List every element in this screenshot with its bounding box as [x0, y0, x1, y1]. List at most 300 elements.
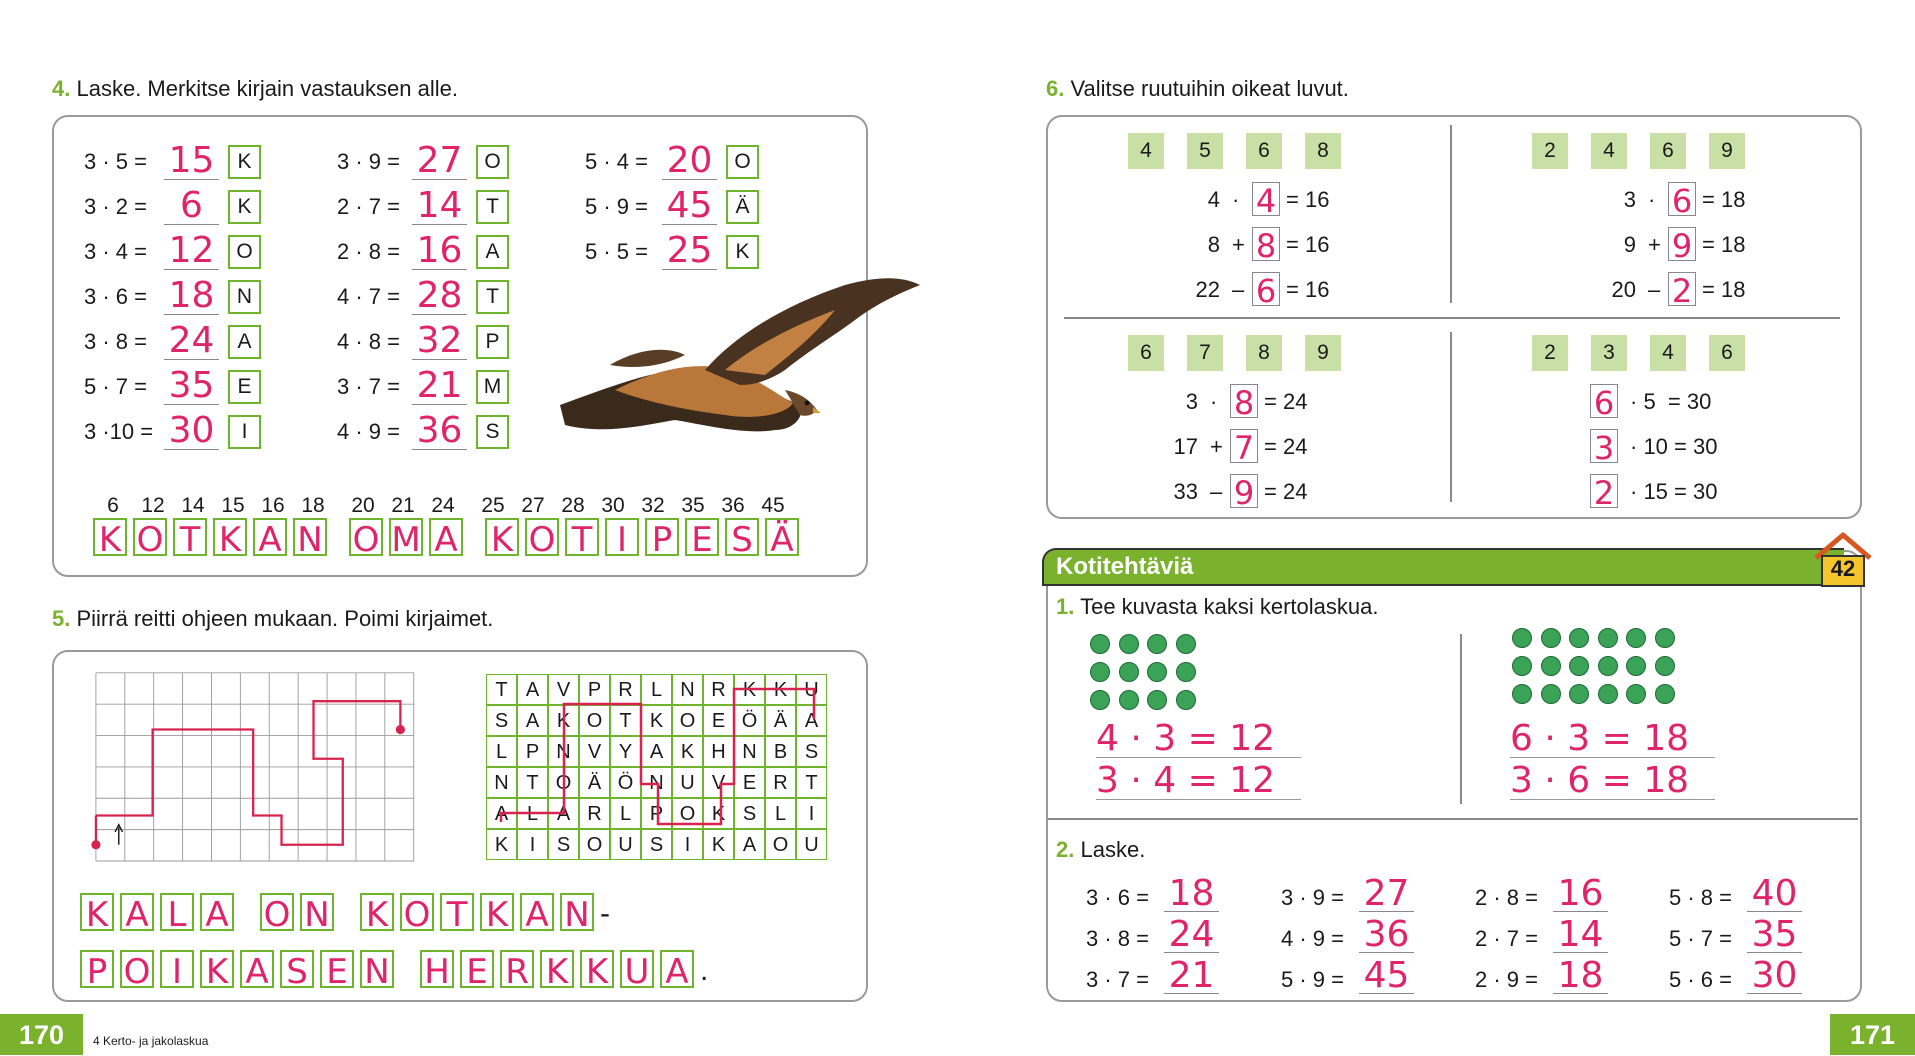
grid-letter: I [796, 798, 827, 829]
dot [1569, 628, 1589, 648]
answer[interactable]: 36 [412, 411, 467, 450]
answer-letter-box[interactable]: A [200, 893, 234, 931]
answer[interactable]: 45 [662, 186, 717, 225]
number: 30 [601, 494, 625, 517]
dot [1512, 628, 1532, 648]
grid-letter: A [734, 829, 765, 860]
letter-grid-route [486, 674, 831, 864]
answer-letter-box[interactable]: A [120, 893, 154, 931]
grid-letter: K [672, 736, 703, 767]
grid-letter: E [703, 705, 734, 736]
answer[interactable]: 35 [164, 366, 219, 405]
answer-letter-box[interactable]: N [300, 893, 334, 931]
grid-letter: K [548, 705, 579, 736]
answer-box[interactable]: 6 [1252, 272, 1280, 306]
answer-letter-box[interactable]: R [500, 950, 534, 988]
operand: 3 [1185, 389, 1198, 414]
answer[interactable]: 18 [1553, 957, 1608, 994]
page-number-left: 170 [0, 1014, 83, 1055]
answer-letter-box[interactable]: Ä [765, 518, 799, 556]
dot [1655, 628, 1675, 648]
answer-letter-box[interactable]: K [200, 950, 234, 988]
answer-letter-box[interactable]: A [520, 893, 554, 931]
grid-letter: V [548, 674, 579, 705]
answer[interactable]: 45 [1359, 957, 1414, 994]
operator: + [1648, 232, 1661, 257]
dot [1119, 634, 1139, 654]
answer[interactable]: 24 [164, 321, 219, 360]
answer-box[interactable]: 2 [1590, 474, 1618, 508]
answer[interactable]: 18 [164, 276, 219, 315]
grid-letter: L [610, 798, 641, 829]
number: 25 [481, 494, 505, 517]
operator: · [1648, 187, 1656, 212]
task5-number: 5. [52, 606, 71, 631]
task4-number-row [93, 494, 793, 518]
equation: 3 · 9 = [337, 149, 400, 174]
dot [1119, 662, 1139, 682]
number-chip: 6 [1246, 133, 1282, 169]
dot [1541, 656, 1561, 676]
line-suffix: - [600, 897, 610, 930]
grid-letter: N [548, 736, 579, 767]
task4-number: 4. [52, 76, 71, 101]
answer-letter-box[interactable]: K [360, 893, 394, 931]
grid-letter: V [579, 736, 610, 767]
dot [1541, 684, 1561, 704]
answer-letter-box[interactable]: A [253, 518, 287, 556]
grid-letter: V [703, 767, 734, 798]
dot [1569, 684, 1589, 704]
grid-letter: R [610, 674, 641, 705]
answer-box[interactable]: 8 [1230, 384, 1258, 418]
answer-line[interactable]: 6 · 3 = 18 [1510, 717, 1715, 758]
grid-letter: T [796, 767, 827, 798]
answer-box[interactable]: 3 [1590, 429, 1618, 463]
grid-letter: S [548, 829, 579, 860]
hw2-item [1475, 873, 1665, 914]
equation: 2 · 8 = [337, 239, 400, 264]
grid-letter: A [796, 705, 827, 736]
answer[interactable]: 21 [1164, 957, 1219, 994]
answer[interactable]: 36 [1359, 916, 1414, 953]
answer-letter-box[interactable]: S [280, 950, 314, 988]
number: 27 [521, 494, 545, 517]
letter-box: A [476, 235, 509, 269]
answer[interactable]: 6 [164, 186, 219, 225]
grid-letter: O [579, 705, 610, 736]
grid-letter: Y [610, 736, 641, 767]
answer[interactable]: 20 [662, 141, 717, 180]
hw2-item [1281, 914, 1471, 955]
dot [1626, 628, 1646, 648]
operand: 4 [1207, 187, 1220, 212]
number-chip: 2 [1532, 133, 1568, 169]
dot [1655, 656, 1675, 676]
task6-divider-v2 [1450, 332, 1452, 502]
answer-letter-box[interactable]: K [80, 893, 114, 931]
answer-box[interactable]: 6 [1668, 182, 1696, 216]
equation: 2 · 8 = [1475, 885, 1538, 910]
route-path [96, 701, 400, 845]
dot [1147, 634, 1167, 654]
answer[interactable]: 15 [164, 141, 219, 180]
dot [1512, 656, 1532, 676]
answer-letter-box[interactable]: E [685, 518, 719, 556]
grid-letter: O [548, 767, 579, 798]
number: 36 [721, 494, 745, 517]
equation: 4 · 8 = [337, 329, 400, 354]
route-grid [80, 671, 430, 863]
grid-letter: U [672, 767, 703, 798]
dot [1655, 684, 1675, 704]
hw2-item [1475, 955, 1665, 996]
chapter-label: 4 Kerto- ja jakolaskua [93, 1034, 209, 1048]
hw2-item [1475, 914, 1665, 955]
task6-divider-v1 [1450, 125, 1452, 303]
operator: · [1210, 389, 1218, 414]
equation: 5 · 4 = [585, 149, 648, 174]
answer[interactable]: 25 [662, 231, 717, 270]
answer-letter-box[interactable]: K [93, 518, 127, 556]
grid-letter: U [610, 829, 641, 860]
dot [1541, 628, 1561, 648]
answer-line[interactable]: 3 · 6 = 18 [1510, 759, 1715, 800]
answer-box[interactable]: 4 [1252, 182, 1280, 216]
letter-box: O [228, 235, 261, 269]
grid-letter: Ä [579, 767, 610, 798]
hw2-number: 2. [1056, 837, 1075, 862]
grid-letter: A [517, 705, 548, 736]
answer-letter-box[interactable]: S [725, 518, 759, 556]
answer[interactable]: 14 [1553, 916, 1608, 953]
grid-letter: R [703, 674, 734, 705]
answer[interactable]: 28 [412, 276, 467, 315]
answer-letter-box[interactable]: E [320, 950, 354, 988]
homework-badge: 42 [1830, 556, 1856, 581]
answer[interactable]: 30 [164, 411, 219, 450]
result: = 16 [1286, 187, 1330, 212]
grid-letter: O [672, 798, 703, 829]
operator: + [1210, 434, 1223, 459]
operand: 9 [1623, 232, 1636, 257]
operand: 8 [1207, 232, 1220, 257]
number-chip: 4 [1650, 335, 1686, 371]
task6-title: Valitse ruutuihin oikeat luvut. [1070, 76, 1349, 101]
answer-box[interactable]: 9 [1668, 227, 1696, 261]
operator: – [1232, 277, 1245, 302]
answer-letter-box[interactable]: K [213, 518, 247, 556]
answer[interactable]: 24 [1164, 916, 1219, 953]
grid-letter: E [734, 767, 765, 798]
homework-title: Kotitehtäviä [1056, 553, 1194, 580]
operator: – [1210, 479, 1223, 504]
answer-letter-box[interactable]: T [440, 893, 474, 931]
dot [1626, 684, 1646, 704]
word-gap [469, 518, 479, 556]
page-number-right: 171 [1830, 1014, 1915, 1055]
number: 35 [681, 494, 705, 517]
grid-letter: B [765, 736, 796, 767]
letter-box: A [228, 325, 261, 359]
equation: 5 · 6 = [1669, 967, 1732, 992]
answer[interactable]: 18 [1164, 875, 1219, 912]
letter-box: I [228, 415, 261, 449]
operand: 20 [1611, 277, 1636, 302]
grid-letter: H [703, 736, 734, 767]
answer-line [80, 893, 610, 935]
dot [1147, 690, 1167, 710]
grid-letter: A [641, 736, 672, 767]
number-chip: 9 [1305, 335, 1341, 371]
answer[interactable]: 30 [1747, 957, 1802, 994]
hw2-item [1669, 914, 1859, 955]
equation: 3 · 8 = [84, 329, 147, 354]
dot [1119, 690, 1139, 710]
answer[interactable]: 27 [412, 141, 467, 180]
equation: 2 · 7 = [1475, 926, 1538, 951]
grid-letter: R [765, 767, 796, 798]
answer-letter-box[interactable]: K [580, 950, 614, 988]
answer-letter-box[interactable]: T [565, 518, 599, 556]
answer-box[interactable]: 2 [1668, 272, 1696, 306]
operator: + [1232, 232, 1245, 257]
grid-letter: K [486, 829, 517, 860]
task4-row [585, 140, 885, 181]
number: 12 [141, 494, 165, 517]
word-gap [333, 518, 343, 556]
dot [1176, 634, 1196, 654]
task4-answer-row [93, 518, 805, 560]
task4-row [585, 185, 885, 226]
expression: · 15 = 30 [1630, 479, 1718, 504]
grid-letter: U [796, 674, 827, 705]
number-chip: 9 [1709, 133, 1745, 169]
result: = 16 [1286, 232, 1330, 257]
number: 28 [561, 494, 585, 517]
answer-letter-box[interactable]: N [560, 893, 594, 931]
grid-letter: L [486, 736, 517, 767]
number: 15 [221, 494, 245, 517]
answer-letter-box[interactable]: A [240, 950, 274, 988]
hw1-heading [1056, 594, 1378, 620]
letter-box: O [726, 145, 759, 179]
number: 20 [351, 494, 375, 517]
answer-letter-box[interactable]: O [260, 893, 294, 931]
grid-letter: I [672, 829, 703, 860]
grid-letter: I [517, 829, 548, 860]
dot [1176, 690, 1196, 710]
grid-letter: S [641, 829, 672, 860]
task5-title: Piirrä reitti ohjeen mukaan. Poimi kirjaimet. [76, 606, 494, 631]
answer-letter-box[interactable]: A [429, 518, 463, 556]
hw2-item [1086, 914, 1276, 955]
dot [1176, 662, 1196, 682]
dot [1090, 690, 1110, 710]
number: 45 [761, 494, 785, 517]
answer-letter-box[interactable]: H [420, 950, 454, 988]
result: = 18 [1702, 277, 1746, 302]
hw-divider-h [1048, 818, 1858, 820]
word-gap [340, 893, 354, 931]
number: 24 [431, 494, 455, 517]
dot [1598, 628, 1618, 648]
answer-letter-box[interactable]: N [293, 518, 327, 556]
hw2-item [1669, 873, 1859, 914]
task4-heading [52, 76, 458, 102]
number-chip: 4 [1128, 133, 1164, 169]
letter-box: O [476, 145, 509, 179]
answer[interactable]: 14 [412, 186, 467, 225]
answer[interactable]: 32 [412, 321, 467, 360]
equation: 3 · 6 = [1086, 885, 1149, 910]
answer-letter-box[interactable]: K [540, 950, 574, 988]
result: = 24 [1264, 479, 1308, 504]
answer-letter-box[interactable]: M [389, 518, 423, 556]
grid-letter: P [641, 798, 672, 829]
grid-letter: L [517, 798, 548, 829]
answer-letter-box[interactable]: O [400, 893, 434, 931]
hw2-item [1281, 873, 1471, 914]
equation: 5 · 9 = [1281, 967, 1344, 992]
answer-line[interactable]: 4 · 3 = 12 [1096, 717, 1301, 758]
answer-box[interactable]: 7 [1230, 429, 1258, 463]
grid-letter: N [641, 767, 672, 798]
number-chip: 7 [1187, 335, 1223, 371]
expression: · 10 = 30 [1630, 434, 1718, 459]
expression: · 5 = 30 [1630, 389, 1712, 414]
equation: 3 · 7 = [1086, 967, 1149, 992]
grid-letter: T [610, 705, 641, 736]
answer[interactable]: 40 [1747, 875, 1802, 912]
equation: 2 · 9 = [1475, 967, 1538, 992]
grid-letter: K [641, 705, 672, 736]
answer-letter-box[interactable]: K [480, 893, 514, 931]
letter-box: P [476, 325, 509, 359]
letter-box: N [228, 280, 261, 314]
number: 32 [641, 494, 665, 517]
answer-letter-box[interactable]: T [173, 518, 207, 556]
hw2-title: Laske. [1080, 837, 1146, 862]
answer-letter-box[interactable]: N [360, 950, 394, 988]
dot [1598, 656, 1618, 676]
answer-letter-box[interactable]: E [460, 950, 494, 988]
letter-box: Ä [726, 190, 759, 224]
grid-letter: S [796, 736, 827, 767]
answer-letter-box[interactable]: U [620, 950, 654, 988]
equation: 5 · 7 = [84, 374, 147, 399]
homework-header [1042, 548, 1844, 586]
dot [1512, 684, 1532, 704]
number-chip: 4 [1591, 133, 1627, 169]
answer[interactable]: 16 [412, 231, 467, 270]
equation: 3 · 6 = [84, 284, 147, 309]
answer-letter-box[interactable]: L [160, 893, 194, 931]
hw1-number: 1. [1056, 594, 1075, 619]
grid-letter: T [517, 767, 548, 798]
equation: 5 · 5 = [585, 239, 648, 264]
operator: – [1648, 277, 1661, 302]
hw2-item [1086, 955, 1276, 996]
answer-letter-box[interactable]: I [605, 518, 639, 556]
answer-box[interactable]: 6 [1590, 384, 1618, 418]
answer[interactable]: 12 [164, 231, 219, 270]
grid-letter: O [765, 829, 796, 860]
number: 18 [301, 494, 325, 517]
number-chip: 6 [1650, 133, 1686, 169]
grid-letter: L [641, 674, 672, 705]
operand: 3 [1623, 187, 1636, 212]
grid-letter: A [548, 798, 579, 829]
answer-box[interactable]: 9 [1230, 474, 1258, 508]
number: 21 [391, 494, 415, 517]
equation: 4 · 9 = [1281, 926, 1344, 951]
answer-letter-box[interactable]: O [349, 518, 383, 556]
grid-letter: Ä [765, 705, 796, 736]
letter-box: K [726, 235, 759, 269]
hw2-heading [1056, 837, 1145, 863]
answer-letter-box[interactable]: O [133, 518, 167, 556]
equation: 3 ·10 = [84, 419, 154, 444]
answer-letter-box[interactable]: O [120, 950, 154, 988]
grid-letter: T [486, 674, 517, 705]
equation: 3 · 7 = [337, 374, 400, 399]
result: = 16 [1286, 277, 1330, 302]
answer-letter-box[interactable]: K [485, 518, 519, 556]
equation: 4 · 9 = [337, 419, 400, 444]
equation: 5 · 8 = [1669, 885, 1732, 910]
operand: 17 [1173, 434, 1198, 459]
answer[interactable]: 35 [1747, 916, 1802, 953]
number: 14 [181, 494, 205, 517]
grid-letter: A [517, 674, 548, 705]
answer-letter-box[interactable]: A [660, 950, 694, 988]
letter-box: M [476, 370, 509, 404]
task6-heading [1046, 76, 1349, 102]
answer[interactable]: 21 [412, 366, 467, 405]
equation: 5 · 9 = [585, 194, 648, 219]
number-chip: 6 [1128, 335, 1164, 371]
grid-letter: P [517, 736, 548, 767]
dot [1090, 634, 1110, 654]
answer-letter-box[interactable]: P [80, 950, 114, 988]
result: = 18 [1702, 187, 1746, 212]
task5-heading [52, 606, 493, 632]
equation: 4 · 7 = [337, 284, 400, 309]
word-gap [400, 950, 414, 988]
answer-box[interactable]: 8 [1252, 227, 1280, 261]
grid-letter: K [703, 798, 734, 829]
operand: 22 [1195, 277, 1220, 302]
grid-letter: S [486, 705, 517, 736]
grid-letter: N [486, 767, 517, 798]
answer-letter-box[interactable]: P [645, 518, 679, 556]
hw2-item [1281, 955, 1471, 996]
grid-letter: N [672, 674, 703, 705]
grid-letter: N [734, 736, 765, 767]
result: = 24 [1264, 434, 1308, 459]
answer-letter-box[interactable]: I [160, 950, 194, 988]
answer[interactable]: 27 [1359, 875, 1414, 912]
hw1-title: Tee kuvasta kaksi kertolaskua. [1080, 594, 1379, 619]
grid-letter: O [672, 705, 703, 736]
equation: 3 · 4 = [84, 239, 147, 264]
answer-line[interactable]: 3 · 4 = 12 [1096, 759, 1301, 800]
answer-letter-box[interactable]: O [525, 518, 559, 556]
hw2-item [1086, 873, 1276, 914]
answer[interactable]: 16 [1553, 875, 1608, 912]
grid-letter: L [765, 798, 796, 829]
